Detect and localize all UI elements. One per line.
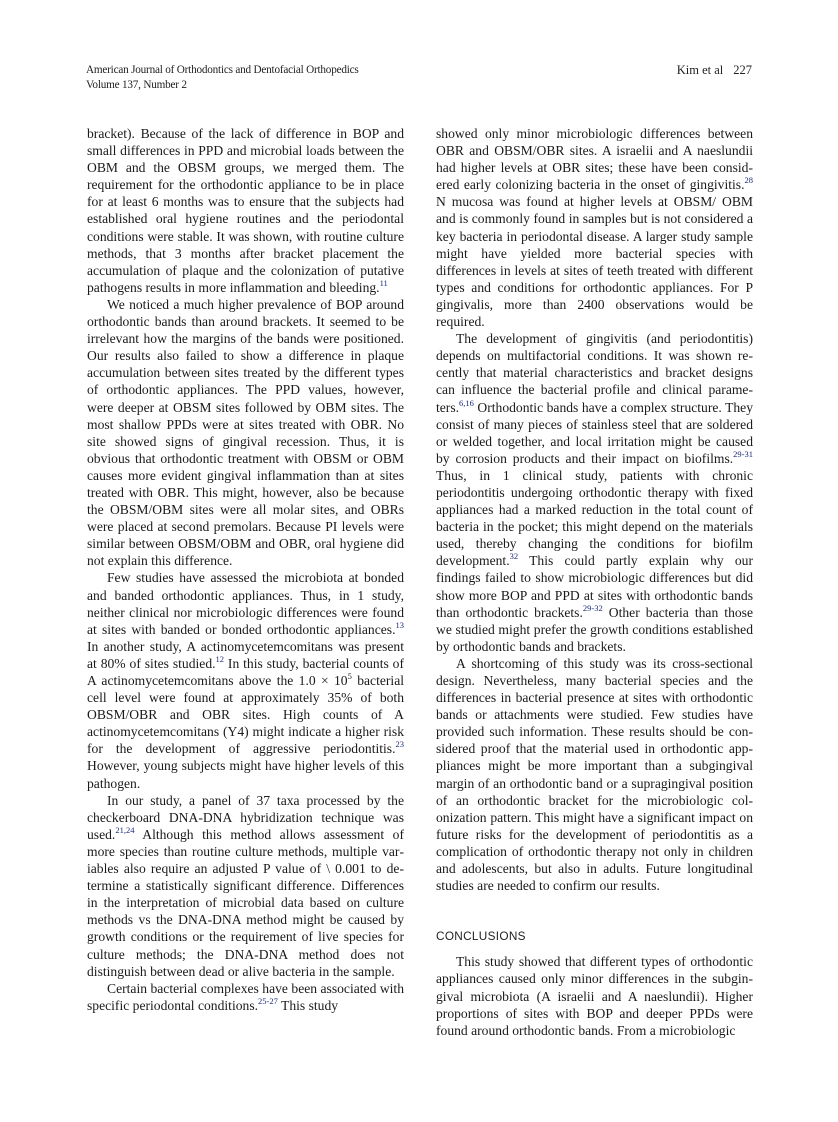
citation-reference[interactable]: 13 <box>395 619 404 630</box>
conclusions-body <box>436 953 753 1038</box>
paragraph: This study showed that different types of orthodontic appliances caused only minor differences in the subgingival microbiota (A israelii and A naeslundii). Higher proportions of sites with BOP and deeper PPDs were found around orthodontic bands. From a microbiologic <box>436 954 753 1038</box>
citation-reference[interactable]: 32 <box>509 551 519 562</box>
running-head-right <box>677 63 752 78</box>
citation-reference[interactable]: 29-31 <box>733 448 753 459</box>
paragraph: bracket). Because of the lack of difference in BOP and small differences in PPD and microbial loads between the OBM and the OBSM groups, we merged them. The requirement for the orthodontic appliance to be in place for at least 6 months was to ensure that the subjects had established oral hygiene routines and the periodontal conditions were stable. It was shown, with routine culture methods, that 3 months after bracket placement the accumulation of plaque and the colonization of putative pathogens results in more inflammation and bleeding.$^{11}$ <box>87 126 404 295</box>
left-column <box>87 125 404 1014</box>
citation-reference[interactable]: 12 <box>215 653 225 664</box>
citation-reference[interactable]: 25-27 <box>258 995 278 1006</box>
right-column <box>436 125 753 1039</box>
running-head <box>86 63 359 92</box>
paragraph: We noticed a much higher prevalence of BOP around orthodontic bands than around brackets. It seemed to be irrelevant how the margins of the bands were positioned. Our results also failed to show a difference in plaque accumulation between sites treated by the different types of orthodontic appliances. The PPD values, however, were deeper at OBSM sites followed by OBM sites. The most shallow PPDs were at sites treated with OBR. No site showed signs of gingival recession. Thus, it is obvious that orthodontic treatment with OBSM or OBM causes more evident gingival inflammation than at sites treated with OBR. This might, however, also be because the OBSM/OBM sites were all molar sites, and OBRs were placed at second premolars. Because PI levels were similar between OBSM/OBM and OBR, oral hygiene did not explain this difference. <box>87 296 404 569</box>
paragraph: The development of gingivitis (and periodontitis) depends on multifactorial conditions. It was shown recently that material characteristics and bracket designs can influence the bacterial profile and clinical parameters.$^{6,16}$ Orthodontic bands have a complex structure. They consist of many pieces of stainless steel that are soldered or welded together, and local irritation might be caused by corrosion products and their impact on biofilms.$^{29-31}$ Thus, in 1 clinical study, patients with chronic periodontitis undergoing orthodontic therapy with fixed appliances had a marked reduction in the total count of bacteria in the pocket; this might depend on the materials used, thereby changing the conditions for biofilm development.$^{32}$ This could partly explain why our findings failed to show microbiologic differences but did show more BOP and PPD at sites with orthodontic bands than orthodontic brackets.$^{29-32}$ Other bacteria than those we studied might prefer the growth conditions established by orthodontic bands and brackets. <box>436 331 753 654</box>
journal-volume: Volume 137, Number 2 <box>86 78 187 91</box>
page-number: 227 <box>733 63 752 77</box>
citation-reference[interactable]: 28 <box>744 175 753 186</box>
paragraph: In our study, a panel of 37 taxa processed by the checkerboard DNA-DNA hybridization technique was used.$^{21,24}$ Although this method allows assessment of more species than routine culture methods, multiple variables also require an adjusted P value of \ 0.001 to determine a statistically significant difference. Differences in the interpretation of microbial data based on culture methods vs the DNA-DNA method might be caused by growth conditions or the requirement of live species for culture methods; the DNA-DNA method does not distinguish between dead or alive bacteria in the sample. <box>87 792 404 979</box>
journal-title: American Journal of Orthodontics and Dentofacial Orthopedics <box>86 64 359 76</box>
paragraph: showed only minor microbiologic differences between OBR and OBSM/OBR sites. A israelii and A naeslundii had higher levels at OBR sites; these have been considered early colonizing bacteria in the onset of gingivitis.$^{28}$ N mucosa was found at higher levels at OBSM/ OBM and is commonly found in samples but is not considered a key bacteria in periodontal disease. A larger study sample might have yielded more bacterial species with differences in levels at sites of teeth treated with different types and conditions for orthodontic appliances. For P gingivalis, more than 2400 observations would be required. <box>436 126 753 330</box>
citation-reference[interactable]: 29-32 <box>582 602 603 613</box>
citation-reference[interactable]: 23 <box>395 739 404 750</box>
exponent: 5 <box>347 671 352 681</box>
section-heading-conclusions: CONCLUSIONS <box>436 929 526 944</box>
citation-reference[interactable]: 11 <box>379 277 388 288</box>
paragraph: Few studies have assessed the microbiota at bonded and banded orthodontic appliances. Thus, in 1 study, neither clinical nor microbiologic differences were found at sites with banded or bonded orthodontic appliances.$^{13}$ In another study, A actinomycetemcomitans was present at 80% of sites studied.$^{12}$ In this study, bacterial counts of A actinomycetemcomitans above the 1.0 × 10$^5$ bacterial cell level were found at approximately 35% of both OBSM/OBR and OBR sites. High counts of A actinomycetemcomitans (Y4) might indicate a higher risk for the development of aggressive periodontitis.$^{23}$ However, young subjects might have higher levels of this pathogen. <box>87 570 404 791</box>
paragraph: A shortcoming of this study was its cross-sectional design. Nevertheless, many bacterial species and the differences in bacterial presence at sites with orthodontic bands or attachments were studied. Few studies have provided such information. These results should be considered proof that the material used in orthodontic apppliances might be more important than a subgingival margin of an orthodontic band or a supragingival position of an orthodontic bracket for the microbiologic colonization pattern. This might have a significant impact on future risks for the development of periodontitis as a complication of orthodontic therapy not only in children and adolescents, but also in adults. Future longitudinal studies are needed to confirm our results. <box>436 655 753 894</box>
paragraph: Certain bacterial complexes have been associated with specific periodontal conditions.$^{25-27}$ This study <box>87 980 404 1013</box>
author-running-title: Kim et al <box>676 63 724 77</box>
citation-reference[interactable]: 21,24 <box>115 824 135 835</box>
right-column-body <box>436 125 753 894</box>
citation-reference[interactable]: 6,16 <box>459 397 474 408</box>
